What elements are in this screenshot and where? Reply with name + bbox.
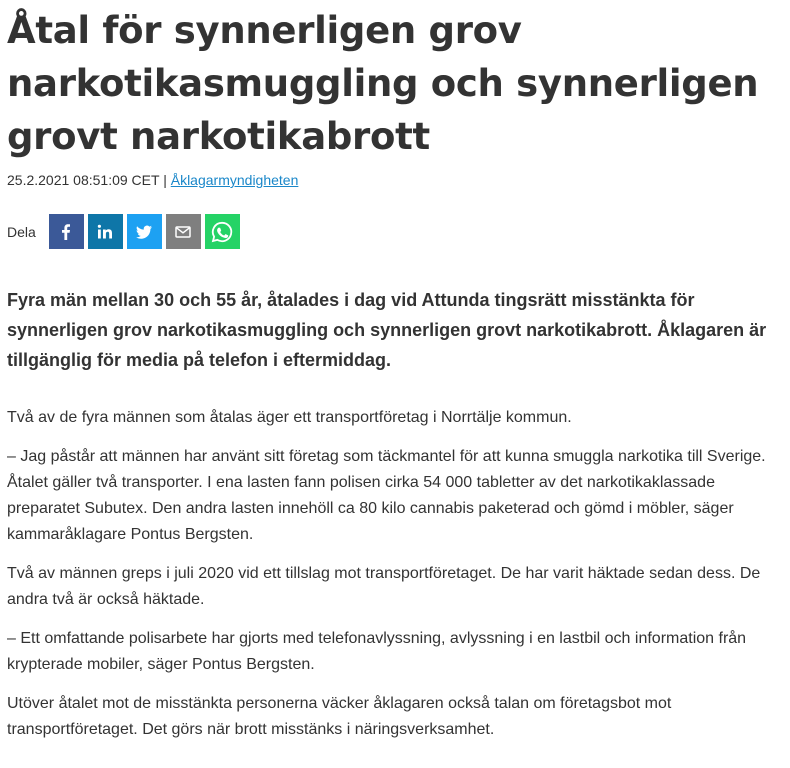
share-facebook-button[interactable] bbox=[49, 214, 84, 249]
body-paragraph: – Ett omfattande polisarbete har gjorts med telefonavlyssning, avlyssning i en lastbil och information från krypterade mobiler, säger Pontus Bergsten. bbox=[7, 630, 747, 673]
share-email-button[interactable] bbox=[166, 214, 201, 249]
share-twitter-button[interactable] bbox=[127, 214, 162, 249]
email-icon bbox=[173, 222, 193, 242]
facebook-icon bbox=[56, 222, 76, 242]
body-paragraph: Två av de fyra männen som åtalas äger ett transportföretag i Norrtälje kommun. bbox=[7, 409, 572, 426]
share-whatsapp-button[interactable] bbox=[205, 214, 240, 249]
article-meta bbox=[7, 172, 298, 188]
article-body bbox=[7, 405, 787, 756]
whatsapp-icon bbox=[210, 220, 234, 244]
source-link[interactable]: Åklagarmyndigheten bbox=[170, 172, 299, 188]
body-paragraph: Utöver åtalet mot de misstänkta personerna väcker åklagaren också talan om företagsbot mot transportföretaget. Det görs när brott misstänks i näringsverksamhet. bbox=[7, 695, 672, 738]
article-title: Åtal för synnerligen grov narkotikasmuggling och synnerligen grovt narkotikabrott bbox=[7, 9, 759, 158]
body-paragraph: – Jag påstår att männen har använt sitt företag som täckmantel för att kunna smuggla narkotika till Sverige. Åtalet gäller två transporter. I ena lasten fann polisen cirka 54 000 tabletter av det narkotikaklassade preparatet Subutex. Den andra lasten innehöll ca 80 kilo cannabis paketerad och gömd i möbler, säger kammaråklagare Pontus Bergsten. bbox=[7, 448, 766, 543]
twitter-icon bbox=[134, 222, 154, 242]
publish-date: 25.2.2021 08:51:09 CET bbox=[7, 172, 160, 188]
meta-separator: | bbox=[159, 172, 171, 188]
share-bar bbox=[7, 214, 244, 249]
share-linkedin-button[interactable] bbox=[88, 214, 123, 249]
share-label: Dela bbox=[7, 223, 36, 240]
article-lead: Fyra män mellan 30 och 55 år, åtalades i dag vid Attunda tingsrätt misstänkta för synnerligen grov narkotikasmuggling och synnerligen grovt narkotikabrott. Åklagaren är tillgänglig för media på telefon i eftermiddag. bbox=[7, 290, 767, 370]
body-paragraph: Två av männen greps i juli 2020 vid ett tillslag mot transportföretaget. De har varit häktade sedan dess. De andra två är också häktade. bbox=[7, 565, 761, 608]
linkedin-icon bbox=[95, 222, 115, 242]
